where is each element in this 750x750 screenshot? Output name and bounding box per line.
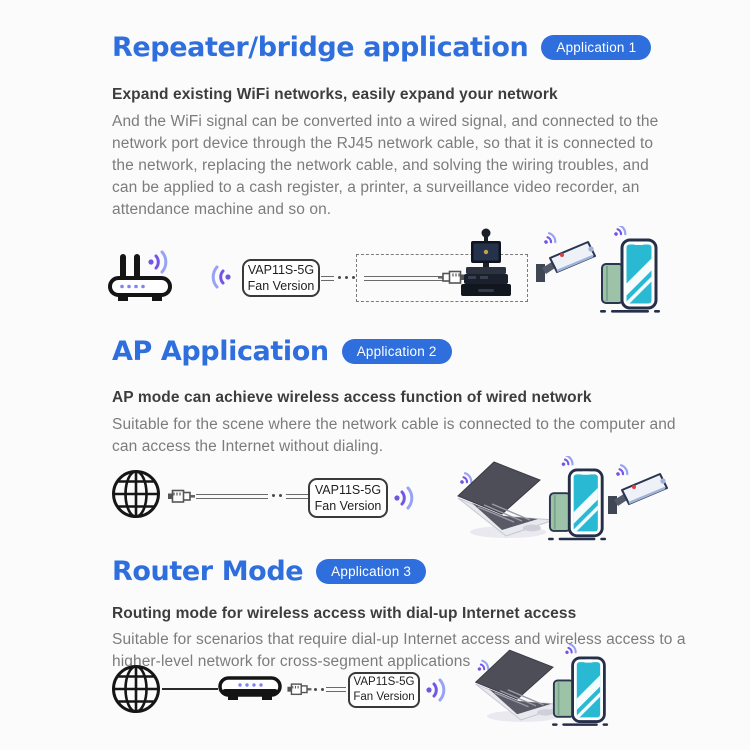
- device-label-line2: Fan Version: [353, 691, 415, 703]
- smartphone-icon: [548, 456, 608, 542]
- ethernet-cable-icon: [196, 494, 268, 499]
- device-label-line2: Fan Version: [314, 499, 382, 513]
- network-line: [162, 688, 218, 690]
- wifi-waves-icon: [424, 674, 448, 706]
- application-3-badge: Application 3: [316, 559, 426, 585]
- wifi-waves-icon: [392, 482, 416, 514]
- router-icon: [106, 246, 182, 306]
- connection-dots: [272, 494, 282, 497]
- application-2-badge: Application 2: [342, 339, 452, 365]
- smartphone-icon: [600, 226, 662, 314]
- section-2-subtitle: AP mode can achieve wireless access function of wired network: [112, 389, 592, 406]
- section-1-title: Repeater/bridge application: [112, 32, 529, 63]
- cctv-camera-icon: [606, 462, 670, 524]
- device-label: [348, 672, 420, 708]
- ethernet-cable-icon: [326, 687, 346, 692]
- modem-icon: [218, 674, 282, 704]
- cash-register-icon: [458, 228, 514, 302]
- connection-dots: [338, 276, 355, 279]
- device-label-line1: VAP11S-5G: [353, 676, 415, 689]
- wifi-waves-icon: [209, 261, 233, 293]
- application-1-badge: Application 1: [541, 35, 651, 61]
- device-label-line2: Fan Version: [247, 279, 315, 293]
- section-1-subtitle: Expand existing WiFi networks, easily expand your network: [112, 86, 558, 103]
- section-3-title: Router Mode: [112, 556, 304, 587]
- device-label: [308, 478, 388, 518]
- ethernet-cable-icon: [286, 494, 308, 499]
- rj45-connector-icon: [286, 681, 312, 697]
- device-label: [242, 259, 320, 297]
- rj45-connector-icon: [166, 487, 196, 505]
- ethernet-cable-icon: [364, 276, 444, 281]
- device-label-line1: VAP11S-5G: [247, 262, 315, 277]
- device-label-line1: VAP11S-5G: [314, 482, 382, 497]
- section-2-paragraph: Suitable for the scene where the network cable is connected to the computer and can access the Internet without dialing.: [112, 416, 676, 455]
- laptop-icon: [452, 460, 558, 540]
- connection-dots: [314, 688, 324, 691]
- smartphone-icon: [552, 644, 610, 728]
- globe-icon: [110, 663, 162, 715]
- section-3-subtitle: Routing mode for wireless access with dial-up Internet access: [112, 605, 577, 622]
- section-2-header: [112, 336, 452, 367]
- section-2-title: AP Application: [112, 336, 329, 367]
- section-3-paragraph: Suitable for scenarios that require dial-up Internet access and wireless access to a higher-level network for cross-segment applications: [112, 631, 686, 670]
- section-1-header: [112, 32, 651, 63]
- section-1-paragraph: And the WiFi signal can be converted into a wired signal, and connected to the network port device through the RJ45 network cable, so that it is connected to the network, replacing the network cable, and solving the wiring troubles, and can be applied to a cash register, a printer, a surveillance video recorder, an attendance machine and so on.: [112, 113, 659, 218]
- ethernet-cable-icon: [321, 276, 334, 281]
- globe-icon: [110, 468, 162, 520]
- cctv-camera-icon: [534, 230, 598, 292]
- section-3-header: [112, 556, 426, 587]
